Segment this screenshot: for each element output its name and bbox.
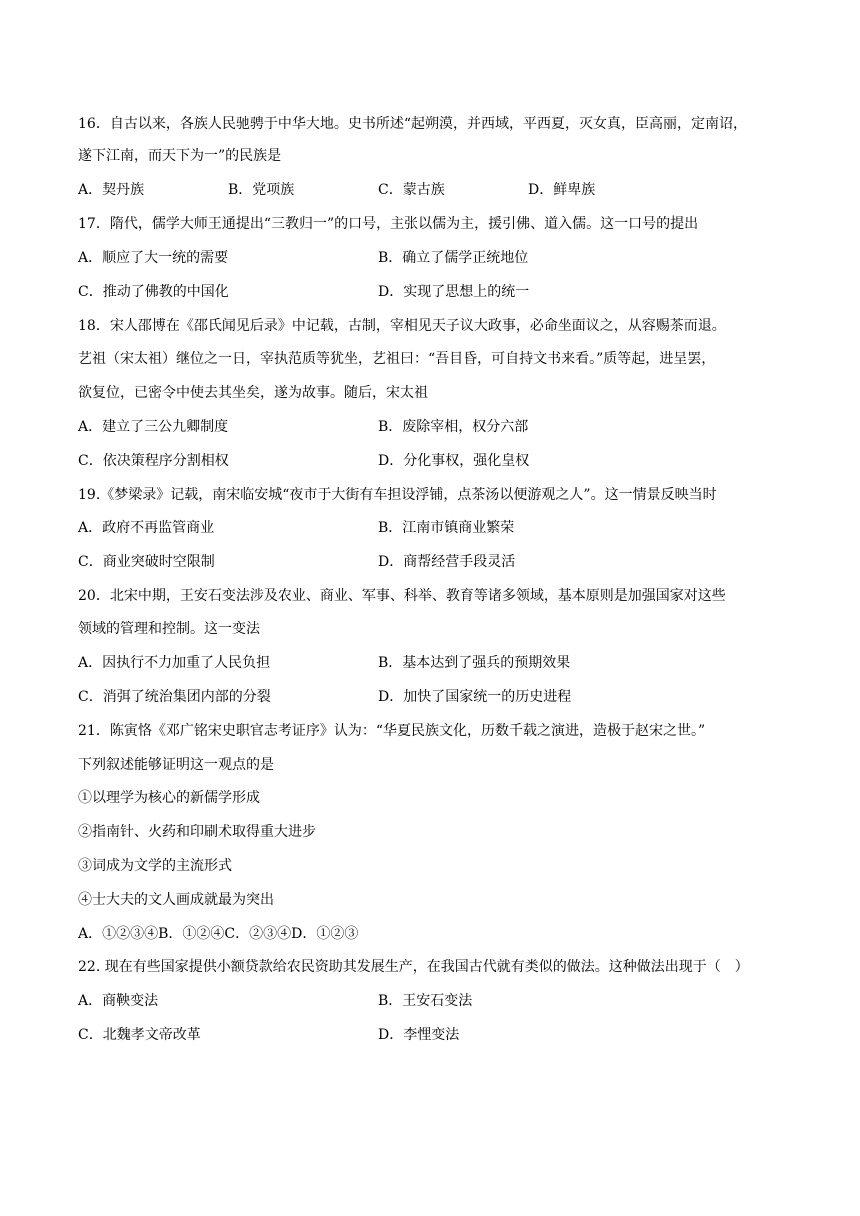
question-21-item-1: ①以理学为核心的新儒学形成: [78, 790, 260, 806]
question-20-option-b: B．基本达到了强兵的预期效果: [378, 655, 571, 671]
question-21-options: A．①②③④B．①②④C．②③④D．①②③: [78, 926, 359, 942]
question-18-stem-line-3: 欲复位，已密令中使去其坐矣，遂为故事。随后，宋太祖: [78, 385, 428, 401]
question-21-item-4: ④士大夫的文人画成就最为突出: [78, 892, 274, 908]
question-18-option-d: D．分化事权，强化皇权: [378, 453, 530, 469]
question-21-stem-line-2: 下列叙述能够证明这一观点的是: [78, 757, 274, 773]
question-19-option-c: C．商业突破时空限制: [78, 554, 215, 570]
question-22-option-c: C．北魏孝文帝改革: [78, 1027, 201, 1043]
question-17-option-d: D．实现了思想上的统一: [378, 284, 530, 300]
question-22-option-d: D．李悝变法: [378, 1027, 460, 1043]
question-16-option-b: B．党项族: [228, 182, 295, 198]
question-18-option-c: C．依决策程序分割相权: [78, 453, 229, 469]
question-16-option-d: D．鲜卑族: [528, 182, 596, 198]
question-17-option-a: A．顺应了大一统的需要: [78, 250, 229, 266]
question-21-stem-line-1: 21．陈寅恪《邓广铭宋史职官志考证序》认为：“华夏民族文化，历数千载之演进，造极于赵宋之世。”: [78, 723, 706, 739]
question-17-option-c: C．推动了佛教的中国化: [78, 284, 229, 300]
question-20-option-c: C．消弭了统治集团内部的分裂: [78, 689, 271, 705]
question-22-option-a: A．商鞅变法: [78, 993, 159, 1009]
question-19-stem-line-1: 19.《梦梁录》记载，南宋临安城“夜市于大街有车担设浮铺，点茶汤以便游观之人”。这一情景反映当时: [78, 487, 717, 503]
question-18-stem-line-1: 18．宋人邵博在《邵氏闻见后录》中记载，古制，宰相见天子议大政事，必命坐面议之，从容赐茶而退。: [78, 318, 726, 334]
question-19-option-a: A．政府不再监管商业: [78, 520, 215, 536]
question-20-option-a: A．因执行不力加重了人民负担: [78, 655, 271, 671]
question-19-option-d: D．商帮经营手段灵活: [378, 554, 516, 570]
question-21-item-2: ②指南针、火药和印刷术取得重大进步: [78, 824, 316, 840]
question-18-option-b: B．废除宰相，权分六部: [378, 419, 529, 435]
question-18-stem-line-2: 艺祖（宋太祖）继位之一日，宰执范质等犹坐，艺祖曰：“吾目昏，可自持文书来看。”质等起，进呈罢，: [78, 351, 716, 367]
question-22-stem-line-1: 22. 现在有些国家提供小额贷款给农民资助其发展生产，在我国古代就有类似的做法。这种做法出现于（ ）: [78, 959, 749, 975]
question-16-option-a: A．契丹族: [78, 182, 145, 198]
question-20-option-d: D．加快了国家统一的历史进程: [378, 689, 572, 705]
question-16-option-c: C．蒙古族: [378, 182, 445, 198]
question-17-option-b: B．确立了儒学正统地位: [378, 250, 529, 266]
question-18-option-a: A．建立了三公九卿制度: [78, 419, 229, 435]
question-20-stem-line-2: 领域的管理和控制。这一变法: [78, 621, 260, 637]
question-22-option-b: B．王安石变法: [378, 993, 473, 1009]
question-19-option-b: B．江南市镇商业繁荣: [378, 520, 515, 536]
question-16-stem-line-1: 16．自古以来，各族人民驰骋于中华大地。史书所述“起朔漠，并西域，平西夏，灭女真，臣高丽，定南诏，: [78, 116, 747, 132]
question-17-stem-line-1: 17．隋代，儒学大师王通提出“三教归一”的口号，主张以儒为主，援引佛、道入儒。这一口号的提出: [78, 216, 699, 232]
question-21-item-3: ③词成为文学的主流形式: [78, 858, 232, 874]
question-20-stem-line-1: 20．北宋中期，王安石变法涉及农业、商业、军事、科举、教育等诸多领域，基本原则是加强国家对这些: [78, 588, 726, 604]
question-16-stem-line-2: 遂下江南，而天下为一”的民族是: [78, 148, 282, 164]
